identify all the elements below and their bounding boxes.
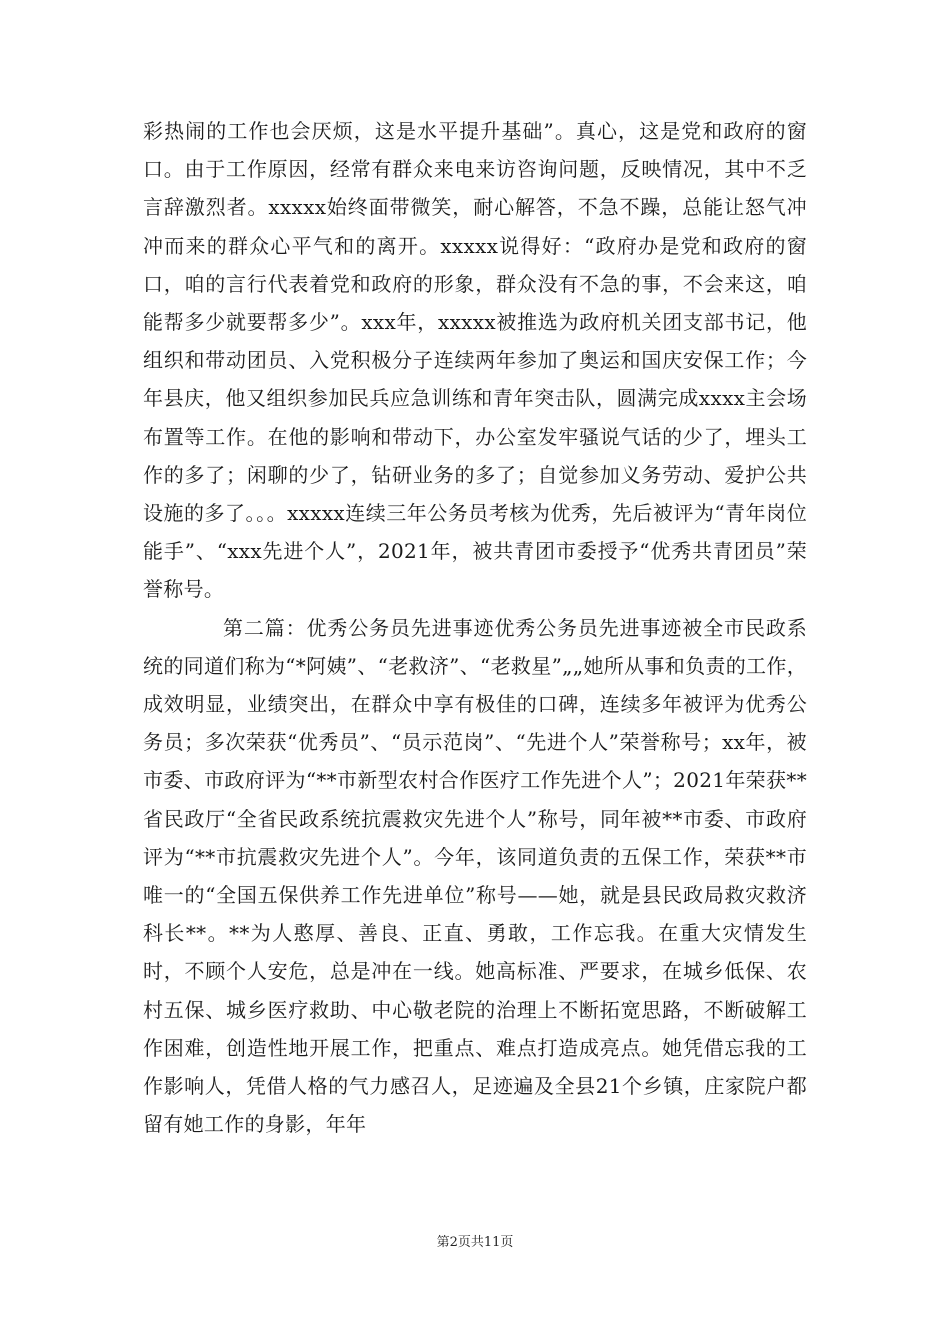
page-number-footer: 第2页共11页 (436, 1235, 514, 1250)
paragraph-continued: 彩热闹的工作也会厌烦，这是水平提升基础”。真心，这是党和政府的窗口。由于工作原因，经常有群众来电来访咨询问题，反映情况，其中不乏言辞激烈者。xxxxx始终面带微笑，耐心解答，不急不躁，总能让怒气冲冲而来的群众心平气和的离开。xxxxx说得好：“政府办是党和政府的窗口，咱的言行代表着党和政府的形象，群众没有不急的事，不会来这，咱能帮多少就要帮多少”。xxx年，xxxxx被推选为政府机关团支部书记，他组织和带动团员、入党积极分子连续两年参加了奥运和国庆安保工作；今年县庆，他又组织参加民兵应急训练和青年突击队，圆满完成xxxx主会场布置等工作。在他的影响和带动下，办公室发牢骚说气话的少了，埋头工作的多了；闲聊的少了，钻研业务的多了；自觉参加义务劳动、爱护公共设施的多了。。。xxxxx连续三年公务员考核为优秀，先后被评为“青年岗位能手”、“xxx先进个人”，2021年，被共青团市委授予“优秀共青团员”荣誉称号。 (143, 119, 807, 602)
document-body (143, 112, 807, 1143)
paragraph-second-article: 第二篇：优秀公务员先进事迹优秀公务员先进事迹被全市民政系统的同道们称为“*阿姨”、“老救济”、“老救星”„„她所从事和负责的工作，成效明显，业绩突出，在群众中享有极佳的口碑，连续多年被评为优秀公务员；多次荣获“优秀员”、“员示范岗”、“先进个人”荣誉称号；xx年，被市委、市政府评为“**市新型农村合作医疗工作先进个人”；2021年荣获**省民政厅“全省民政系统抗震救灾先进个人”称号，同年被**市委、市政府评为“**市抗震救灾先进个人”。今年，该同道负责的五保工作，荣获**市唯一的“全国五保供养工作先进单位”称号——她，就是县民政局救灾救济科长**。**为人憨厚、善良、正直、勇敢，工作忘我。在重大灾情发生时，不顾个人安危，总是冲在一线。她高标准、严要求，在城乡低保、农村五保、城乡医疗救助、中心敬老院的治理上不断拓宽思路，不断破解工作困难，创造性地开展工作，把重点、难点打造成亮点。她凭借忘我的工作影响人，凭借人格的气力感召人，足迹遍及全县21个乡镇，庄家院户都留有她工作的身影，年年 (143, 615, 807, 1137)
